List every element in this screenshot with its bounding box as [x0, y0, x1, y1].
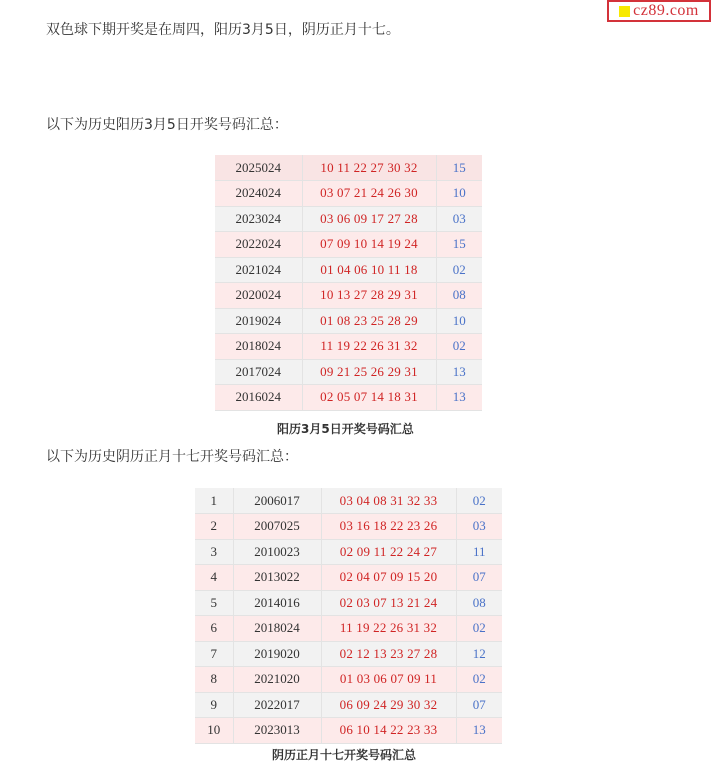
red-balls-cell: 02 12 13 23 27 28	[321, 641, 456, 667]
lunar-results-table	[195, 488, 502, 744]
period-cell: 2022024	[215, 232, 302, 258]
period-cell: 2019020	[233, 641, 321, 667]
solar-table-caption: 阳历3月5日开奖号码汇总	[277, 422, 414, 436]
blue-ball-cell: 08	[436, 283, 482, 309]
red-balls-cell: 07 09 10 14 19 24	[302, 232, 436, 258]
blue-ball-cell: 02	[436, 257, 482, 283]
red-balls-cell: 01 03 06 07 09 11	[321, 667, 456, 693]
period-cell: 2006017	[233, 488, 321, 514]
period-cell: 2020024	[215, 283, 302, 309]
blue-ball-cell: 13	[436, 385, 482, 411]
red-balls-cell: 01 04 06 10 11 18	[302, 257, 436, 283]
red-balls-cell: 11 19 22 26 31 32	[321, 616, 456, 642]
blue-ball-cell: 02	[456, 488, 502, 514]
red-balls-cell: 06 10 14 22 23 33	[321, 718, 456, 744]
red-balls-cell: 03 16 18 22 23 26	[321, 514, 456, 540]
red-balls-cell: 09 21 25 26 29 31	[302, 359, 436, 385]
red-balls-cell: 02 03 07 13 21 24	[321, 590, 456, 616]
index-cell: 2	[195, 514, 233, 540]
blue-ball-cell: 03	[436, 206, 482, 232]
period-cell: 2007025	[233, 514, 321, 540]
blue-ball-cell: 10	[436, 181, 482, 207]
period-cell: 2019024	[215, 308, 302, 334]
blue-ball-cell: 15	[436, 232, 482, 258]
blue-ball-cell: 02	[456, 616, 502, 642]
blue-ball-cell: 03	[456, 514, 502, 540]
red-balls-cell: 03 07 21 24 26 30	[302, 181, 436, 207]
table-row	[215, 257, 482, 283]
index-cell: 10	[195, 718, 233, 744]
table-row	[195, 692, 502, 718]
table-row	[195, 539, 502, 565]
table-row	[215, 155, 482, 181]
table-row	[195, 514, 502, 540]
table-row	[215, 334, 482, 360]
table-row	[215, 206, 482, 232]
blue-ball-cell: 08	[456, 590, 502, 616]
blue-ball-cell: 12	[456, 641, 502, 667]
logo-square-icon	[619, 6, 630, 17]
blue-ball-cell: 02	[456, 667, 502, 693]
blue-ball-cell: 13	[456, 718, 502, 744]
index-cell: 7	[195, 641, 233, 667]
table-row	[215, 308, 482, 334]
period-cell: 2023024	[215, 206, 302, 232]
index-cell: 8	[195, 667, 233, 693]
blue-ball-cell: 07	[456, 565, 502, 591]
red-balls-cell: 03 06 09 17 27 28	[302, 206, 436, 232]
blue-ball-cell: 07	[456, 692, 502, 718]
table-row	[195, 616, 502, 642]
index-cell: 9	[195, 692, 233, 718]
red-balls-cell: 10 13 27 28 29 31	[302, 283, 436, 309]
period-cell: 2021020	[233, 667, 321, 693]
period-cell: 2010023	[233, 539, 321, 565]
index-cell: 1	[195, 488, 233, 514]
table-row	[215, 283, 482, 309]
table-row	[215, 181, 482, 207]
table-row	[195, 641, 502, 667]
red-balls-cell: 01 08 23 25 28 29	[302, 308, 436, 334]
period-cell: 2018024	[233, 616, 321, 642]
period-cell: 2022017	[233, 692, 321, 718]
red-balls-cell: 03 04 08 31 32 33	[321, 488, 456, 514]
period-cell: 2014016	[233, 590, 321, 616]
table-row	[195, 667, 502, 693]
index-cell: 5	[195, 590, 233, 616]
red-balls-cell: 02 09 11 22 24 27	[321, 539, 456, 565]
red-balls-cell: 02 04 07 09 15 20	[321, 565, 456, 591]
index-cell: 3	[195, 539, 233, 565]
intro-paragraph: 双色球下期开奖是在周四，阳历3月5日，阴历正月十七。	[46, 22, 400, 38]
blue-ball-cell: 10	[436, 308, 482, 334]
table-row	[195, 565, 502, 591]
red-balls-cell: 11 19 22 26 31 32	[302, 334, 436, 360]
period-cell: 2017024	[215, 359, 302, 385]
table-row	[195, 718, 502, 744]
index-cell: 6	[195, 616, 233, 642]
lunar-table-caption: 阴历正月十七开奖号码汇总	[272, 748, 417, 762]
table-row	[215, 232, 482, 258]
blue-ball-cell: 11	[456, 539, 502, 565]
blue-ball-cell: 13	[436, 359, 482, 385]
period-cell: 2016024	[215, 385, 302, 411]
red-balls-cell: 06 09 24 29 30 32	[321, 692, 456, 718]
period-cell: 2013022	[233, 565, 321, 591]
site-logo[interactable]	[607, 0, 711, 22]
red-balls-cell: 10 11 22 27 30 32	[302, 155, 436, 181]
table-row	[215, 385, 482, 411]
period-cell: 2021024	[215, 257, 302, 283]
period-cell: 2025024	[215, 155, 302, 181]
blue-ball-cell: 15	[436, 155, 482, 181]
index-cell: 4	[195, 565, 233, 591]
period-cell: 2018024	[215, 334, 302, 360]
period-cell: 2023013	[233, 718, 321, 744]
table-row	[215, 359, 482, 385]
red-balls-cell: 02 05 07 14 18 31	[302, 385, 436, 411]
solar-heading: 以下为历史阳历3月5日开奖号码汇总：	[46, 117, 288, 133]
blue-ball-cell: 02	[436, 334, 482, 360]
lunar-heading: 以下为历史阴历正月十七开奖号码汇总：	[46, 449, 298, 465]
solar-results-table	[215, 155, 482, 411]
period-cell: 2024024	[215, 181, 302, 207]
table-row	[195, 488, 502, 514]
table-row	[195, 590, 502, 616]
logo-text: cz89.com	[633, 2, 699, 19]
